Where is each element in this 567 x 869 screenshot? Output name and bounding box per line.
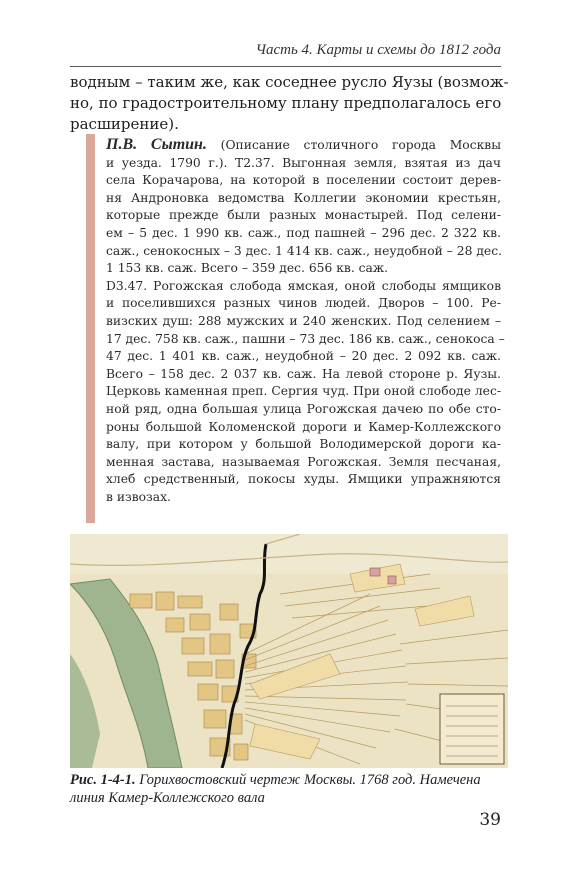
- header-rule: [70, 66, 501, 67]
- quote-line: ной ряд, одна большая улица Рогожская дачею по обе сто-: [106, 401, 501, 416]
- quote-line: визских душ: 288 мужских и 240 женских. Под селением –: [106, 313, 501, 328]
- page-number: 39: [479, 810, 501, 830]
- quote-line: и уезда. 1790 г.). Т2.37. Выгонная земля, взятая из дач: [106, 155, 501, 170]
- body-line: водным – таким же, как соседнее русло Яузы (возмож-: [70, 73, 509, 91]
- quote-line: D3.47. Рогожская слобода ямская, оной слободы ямщиков: [106, 278, 501, 293]
- quote-line: валу, при котором у большой Володимерской дороги ка-: [106, 437, 501, 452]
- quote-line: 17 дес. 758 кв. саж., пашни – 73 дес. 186 кв. саж., сенокоса –: [106, 331, 505, 346]
- quote-line: которые прежде были разных монастырей. Под селени-: [106, 208, 501, 223]
- quote-line: хлеб средственный, покосы худы. Ямщики упражняются: [106, 472, 501, 487]
- historical-map-figure: [70, 534, 508, 768]
- quote-line: Церковь каменная преп. Сергия чуд. При оной слободе лес-: [106, 384, 501, 399]
- quote-line: [106, 136, 501, 155]
- quote-line: роны большой Коломенской дороги и Камер-Коллежского: [106, 419, 501, 434]
- quote-line: 47 дес. 1 401 кв. саж., неудобной – 20 дес. 2 092 кв. саж.: [106, 349, 501, 364]
- quote-first-line: (Описание столичного города Москвы: [220, 138, 501, 152]
- quote-line: саж., сенокосных – 3 дес. 1 414 кв. саж., неудобной – 28 дес.: [106, 243, 503, 258]
- body-paragraph: [70, 72, 509, 135]
- figure-caption-text: Горихвостовский чертеж Москвы. 1768 год. Намечена линия Камер-Коллежского вала: [70, 772, 481, 806]
- quote-line: 1 153 кв. саж. Всего – 359 дес. 656 кв. саж.: [106, 261, 389, 276]
- quote-line: и поселившихся разных чинов людей. Дворов – 100. Ре-: [106, 296, 501, 311]
- quote-line: ем – 5 дес. 1 990 кв. саж., под пашней – 296 дес. 2 322 кв.: [106, 225, 501, 240]
- quote-accent-bar: [86, 134, 95, 523]
- quote-author: П.В. Сытин.: [106, 136, 207, 153]
- quote-block: [106, 136, 505, 506]
- figure-label: Рис. 1-4-1.: [70, 772, 136, 788]
- quote-line: села Корачарова, на которой в поселении состоит дерев-: [106, 173, 501, 188]
- running-header: Часть 4. Карты и схемы до 1812 года: [255, 42, 501, 58]
- body-line: но, по градостроительному плану предполагалось его: [70, 94, 502, 112]
- figure-caption: [70, 771, 510, 807]
- map-drawing: [70, 534, 508, 768]
- quote-line: Всего – 158 дес. 2 037 кв. саж. На левой стороне р. Яузы.: [106, 366, 501, 381]
- body-line: расширение).: [70, 115, 179, 133]
- quote-line: ня Андроновка ведомства Коллегии экономии крестьян,: [106, 190, 501, 205]
- quote-line: менная застава, называемая Рогожская. Земля песчаная,: [106, 454, 501, 469]
- map-legend-cartouche: [440, 694, 504, 764]
- quote-line: в извозах.: [106, 489, 171, 504]
